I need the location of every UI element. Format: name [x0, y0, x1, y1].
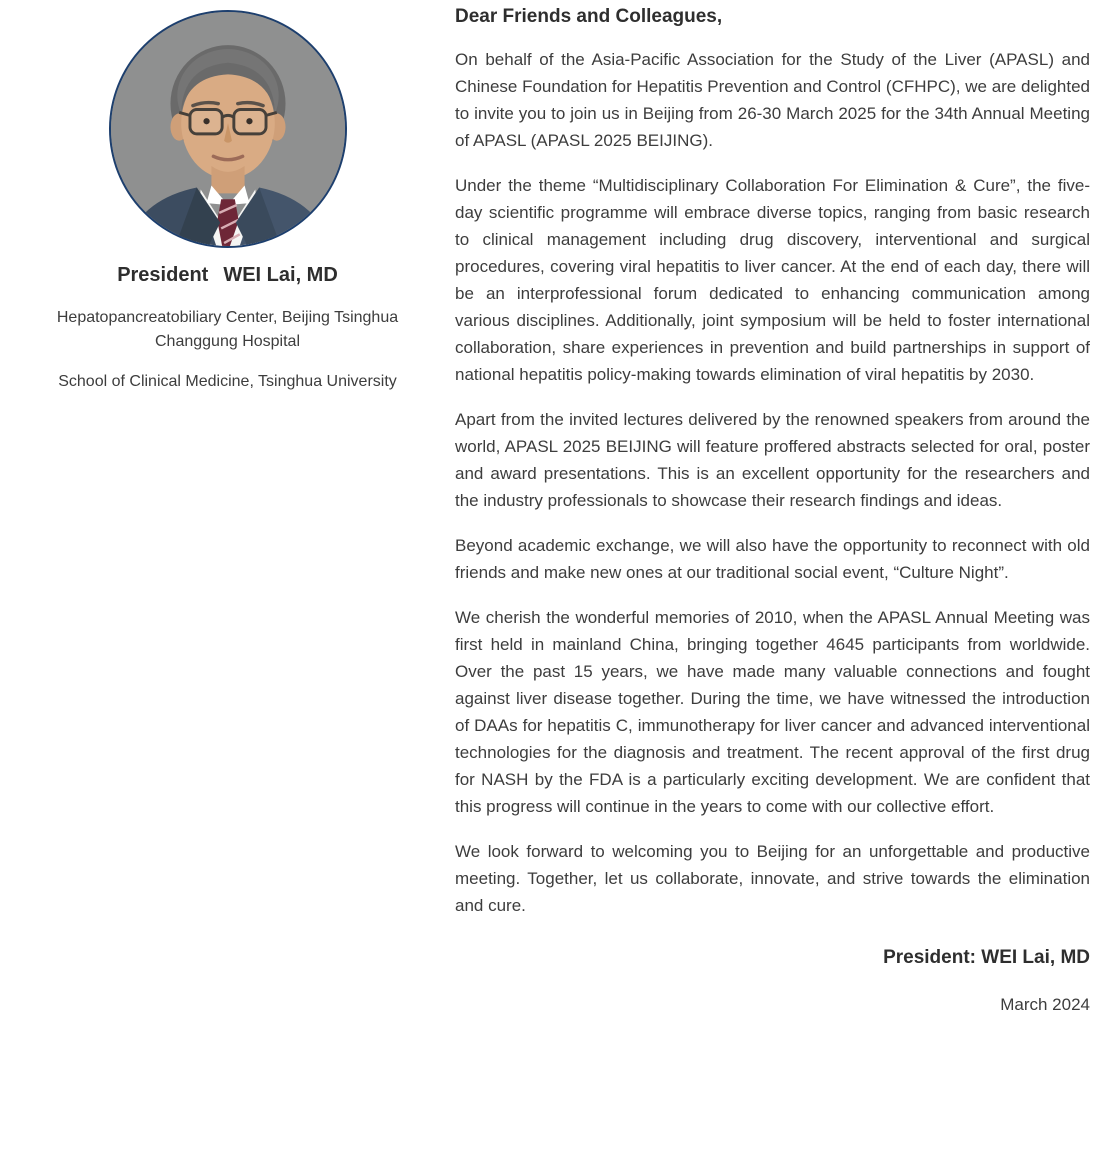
- president-portrait: [109, 10, 347, 248]
- affiliation-university: School of Clinical Medicine, Tsinghua University: [58, 373, 397, 390]
- letter-paragraph-6: We look forward to welcoming you to Beijing for an unforgettable and productive meeting. Together, let us collaborate, innovate, and strive towards the elimination and cure.: [455, 842, 1090, 915]
- president-name-label: WEI Lai, MD: [223, 264, 338, 286]
- affiliation-hospital: Hepatopancreatobiliary Center, Beijing Tsinghua Changgung Hospital: [56, 309, 399, 350]
- president-name-heading: [0, 264, 455, 287]
- letter-signature: President: WEI Lai, MD: [883, 947, 1090, 968]
- letter-paragraph-5: We cherish the wonderful memories of 2010, when the APASL Annual Meeting was first held in mainland China, bringing together 4645 participants from worldwide. Over the past 15 years, we have made many valuable connections and fought against liver disease together. During the time, we have witnessed the introduction of DAAs for hepatitis C, immunotherapy for liver cancer and advanced interventional technologies for the diagnosis and treatment. The recent approval of the first drug for NASH by the FDA is a particularly exciting development. We are confident that this progress will continue in the years to come with our collective effort.: [455, 608, 1090, 816]
- letter-salutation: Dear Friends and Colleagues,: [455, 6, 723, 27]
- letter-body: [455, 0, 1113, 1175]
- president-profile-panel: [0, 0, 455, 1175]
- letter-paragraph-1: On behalf of the Asia-Pacific Association for the Study of the Liver (APASL) and Chinese Foundation for Hepatitis Prevention and Control (CFHPC), we are delighted to invite you to join us in Beijing from 26-30 March 2025 for the 34th Annual Meeting of APASL (APASL 2025 BEIJING).: [455, 50, 1090, 150]
- letter-paragraph-2: Under the theme “Multidisciplinary Collaboration For Elimination & Cure”, the five-day scientific programme will embrace diverse topics, ranging from basic research to clinical management including drug discovery, interventional and surgical procedures, covering viral hepatitis to liver cancer. At the end of each day, there will be an interprofessional forum dedicated to enhancing communication among various disciplines. Additionally, joint symposium will be held to foster international collaboration, share experiences in prevention and build partnerships in support of national hepatitis policy-making towards elimination of viral hepatitis by 2030.: [455, 176, 1090, 384]
- letter-paragraph-4: Beyond academic exchange, we will also have the opportunity to reconnect with old friends and make new ones at our traditional social event, “Culture Night”.: [455, 536, 1090, 582]
- president-portrait-illustration: [111, 12, 345, 246]
- president-role-label: President: [117, 264, 209, 286]
- letter-paragraph-3: Apart from the invited lectures delivered by the renowned speakers from around the world, APASL 2025 BEIJING will feature proffered abstracts selected for oral, poster and award presentations. This is an excellent opportunity for the researchers and the industry professionals to showcase their research findings and ideas.: [455, 410, 1090, 510]
- letter-date: March 2024: [1000, 995, 1090, 1014]
